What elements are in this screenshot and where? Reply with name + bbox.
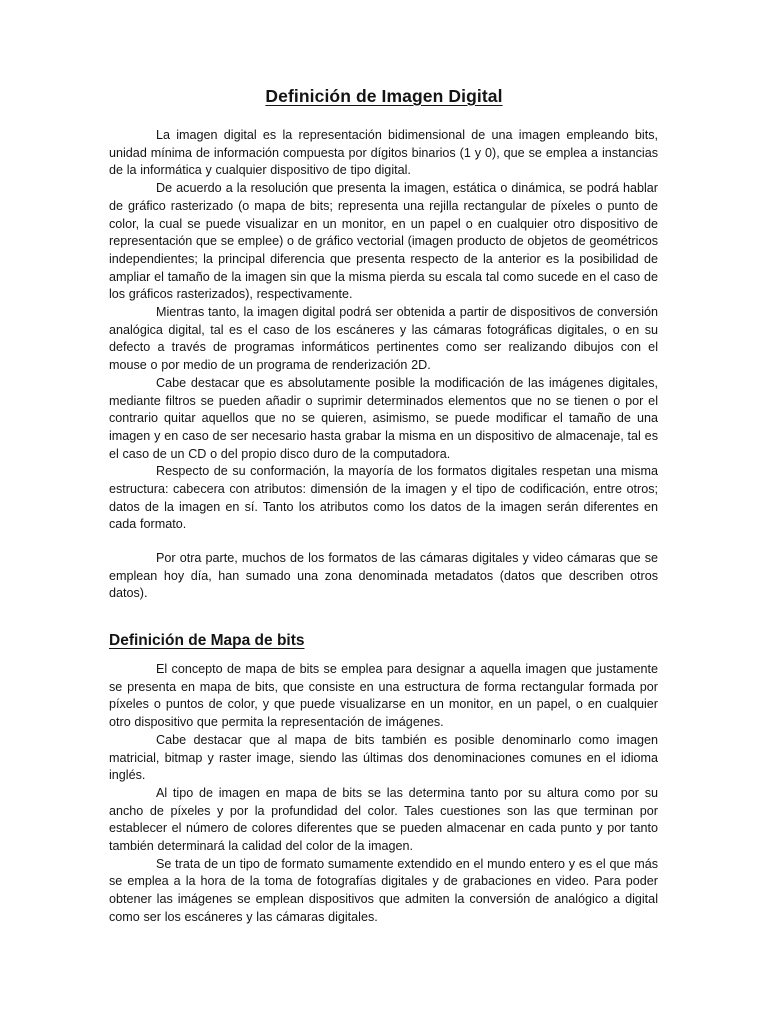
paragraph: Por otra parte, muchos de los formatos de las cámaras digitales y video cámaras que se emplean hoy día, han sumado una zona denominada metadatos (datos que describen otros datos). bbox=[109, 551, 658, 601]
intro-section bbox=[109, 127, 658, 534]
paragraph: Mientras tanto, la imagen digital podrá ser obtenida a partir de dispositivos de conversión analógica digital, tal es el caso de los escáneres y las cámaras fotográficas digitales, o en su defecto a través de programas informáticos pertinentes como ser realizando dibujos con el mouse o por medio de un programa de renderización 2D. bbox=[109, 305, 658, 373]
bitmap-section bbox=[109, 661, 658, 927]
paragraph: Cabe destacar que es absolutamente posible la modificación de las imágenes digitales, mediante filtros se pueden añadir o suprimir determinados elementos que no se tienen o por el contrario quitar aquellos que no se quieren, asimismo, se puede modificar el tamaño de una imagen y en caso de ser necesario hasta grabar la misma en un dispositivo de almacenaje, tal es el caso de un CD o del propio disco duro de la computadora. bbox=[109, 375, 658, 461]
document-title: Definición de Imagen Digital bbox=[265, 86, 503, 106]
section-heading: Definición de Mapa de bits bbox=[109, 632, 305, 649]
paragraph: Cabe destacar que al mapa de bits también es posible denominarlo como imagen matricial, bitmap y raster image, siendo las últimas dos denominaciones comunes en el idioma inglés. bbox=[109, 732, 658, 783]
paragraph: La imagen digital es la representación bidimensional de una imagen empleando bits, unidad mínima de información compuesta por dígitos binarios (1 y 0), que se emplea a instancias de la informática y cualquier dispositivo de tipo digital. bbox=[109, 128, 658, 178]
paragraph: Respecto de su conformación, la mayoría de los formatos digitales respetan una misma estructura: cabecera con atributos: dimensión de la imagen y el tipo de codificación, entre otros; datos de la imagen en sí. Tanto los atributos como los datos de la imagen serán diferentes en cada formato. bbox=[109, 464, 658, 532]
metadata-section bbox=[109, 550, 658, 603]
paragraph: Se trata de un tipo de formato sumamente extendido en el mundo entero y es el que más se emplea a la hora de la toma de fotografías digitales y de grabaciones en video. Para poder obtener las imágenes se emplean dispositivos que admiten la conversión de analógico a digital como ser los escáneres y las cámaras digitales. bbox=[109, 856, 658, 924]
paragraph: El concepto de mapa de bits se emplea para designar a aquella imagen que justamente se presenta en mapa de bits, que consiste en una estructura de forma rectangular formada por píxeles o puntos de color, y que puede visualizarse en un monitor, en un papel, o en cualquier otro dispositivo que permita la representación de imágenes. bbox=[109, 662, 658, 730]
paragraph: Al tipo de imagen en mapa de bits se las determina tanto por su altura como por su ancho de píxeles y por la profundidad del color. Tales cuestiones son las que terminan por establecer el número de colores diferentes que se pueden almacenar en cada punto y por tanto también determinará la calidad del color de la imagen. bbox=[109, 785, 658, 854]
paragraph: De acuerdo a la resolución que presenta la imagen, estática o dinámica, se podrá hablar de gráfico rasterizado (o mapa de bits; representa una rejilla rectangular de píxeles o punto de color, la cual se puede visualizar en un monitor, en un papel o en cualquier otro dispositivo de representación que se emplee) o de gráfico vectorial (imagen producto de objetos de geométricos independientes; la principal diferencia que presenta respecto de la anterior es la posibilidad de ampliar el tamaño de la imagen sin que la misma pierda su escala tal como sucede en el caso de los gráficos rasterizados), respectivamente. bbox=[109, 181, 658, 302]
